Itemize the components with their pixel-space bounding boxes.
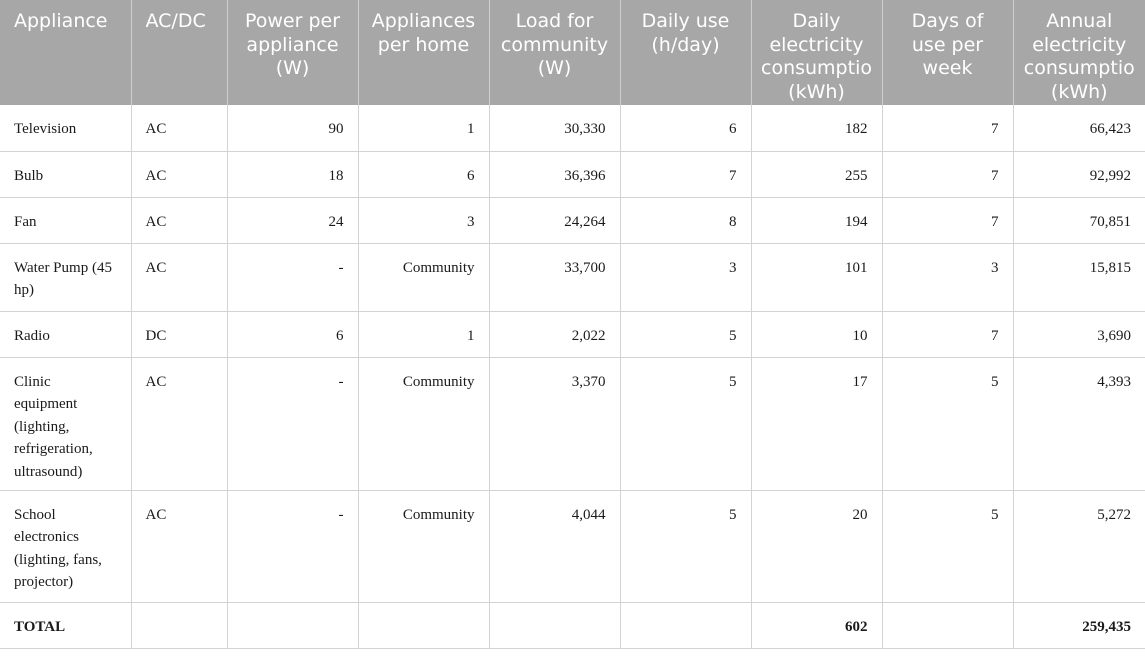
cell-ac-dc: AC <box>131 197 227 243</box>
cell-ac-dc: AC <box>131 357 227 490</box>
cell-ac-dc: DC <box>131 311 227 357</box>
cell-power: - <box>227 243 358 311</box>
table-header <box>0 0 1145 105</box>
cell-annual-consumption: 3,690 <box>1013 311 1145 357</box>
header-load-for-community: Load for community (W) <box>489 0 620 105</box>
total-cell-empty <box>131 602 227 648</box>
header-annual-consumption: Annual electricity consumptio (kWh) <box>1013 0 1145 105</box>
header-daily-consumption: Daily electricity consumptio (kWh) <box>751 0 882 105</box>
cell-ac-dc: AC <box>131 490 227 602</box>
cell-daily-use: 7 <box>620 151 751 197</box>
cell-per-home: Community <box>358 490 489 602</box>
cell-daily-consumption: 255 <box>751 151 882 197</box>
total-label: TOTAL <box>0 602 131 648</box>
cell-power: 90 <box>227 105 358 151</box>
cell-daily-use: 5 <box>620 357 751 490</box>
cell-load: 36,396 <box>489 151 620 197</box>
cell-ac-dc: AC <box>131 105 227 151</box>
cell-daily-use: 3 <box>620 243 751 311</box>
cell-annual-consumption: 66,423 <box>1013 105 1145 151</box>
cell-annual-consumption: 4,393 <box>1013 357 1145 490</box>
total-row <box>0 602 1145 648</box>
cell-daily-consumption: 194 <box>751 197 882 243</box>
cell-power: 18 <box>227 151 358 197</box>
cell-per-home: 1 <box>358 105 489 151</box>
cell-appliance: Radio <box>0 311 131 357</box>
total-cell-empty <box>358 602 489 648</box>
total-cell-empty <box>620 602 751 648</box>
cell-annual-consumption: 70,851 <box>1013 197 1145 243</box>
cell-load: 3,370 <box>489 357 620 490</box>
table-row <box>0 357 1145 490</box>
header-row <box>0 0 1145 105</box>
cell-annual-consumption: 92,992 <box>1013 151 1145 197</box>
cell-days-per-week: 3 <box>882 243 1013 311</box>
cell-appliance: Water Pump (45 hp) <box>0 243 131 311</box>
header-appliance: Appliance <box>0 0 131 105</box>
cell-ac-dc: AC <box>131 151 227 197</box>
cell-load: 24,264 <box>489 197 620 243</box>
cell-power: 24 <box>227 197 358 243</box>
header-power-per-appliance: Power per appliance (W) <box>227 0 358 105</box>
cell-annual-consumption: 5,272 <box>1013 490 1145 602</box>
cell-daily-consumption: 17 <box>751 357 882 490</box>
cell-days-per-week: 7 <box>882 197 1013 243</box>
header-daily-use: Daily use (h/day) <box>620 0 751 105</box>
cell-appliance: Fan <box>0 197 131 243</box>
cell-daily-consumption: 182 <box>751 105 882 151</box>
cell-days-per-week: 7 <box>882 151 1013 197</box>
cell-per-home: Community <box>358 243 489 311</box>
cell-per-home: 6 <box>358 151 489 197</box>
total-annual-consumption: 259,435 <box>1013 602 1145 648</box>
cell-power: - <box>227 490 358 602</box>
cell-days-per-week: 7 <box>882 311 1013 357</box>
table-body <box>0 105 1145 648</box>
total-cell-empty <box>882 602 1013 648</box>
table-row <box>0 151 1145 197</box>
table-row <box>0 105 1145 151</box>
cell-per-home: 1 <box>358 311 489 357</box>
cell-ac-dc: AC <box>131 243 227 311</box>
cell-daily-consumption: 101 <box>751 243 882 311</box>
total-cell-empty <box>227 602 358 648</box>
header-ac-dc: AC/DC <box>131 0 227 105</box>
header-appliances-per-home: Appliances per home <box>358 0 489 105</box>
cell-appliance: School electronics (lighting, fans, projector) <box>0 490 131 602</box>
cell-appliance: Clinic equipment (lighting, refrigeration, ultrasound) <box>0 357 131 490</box>
cell-annual-consumption: 15,815 <box>1013 243 1145 311</box>
cell-appliance: Bulb <box>0 151 131 197</box>
table-row <box>0 197 1145 243</box>
total-cell-empty <box>489 602 620 648</box>
cell-power: - <box>227 357 358 490</box>
cell-load: 33,700 <box>489 243 620 311</box>
table-row <box>0 311 1145 357</box>
cell-daily-use: 5 <box>620 311 751 357</box>
total-daily-consumption: 602 <box>751 602 882 648</box>
cell-load: 30,330 <box>489 105 620 151</box>
cell-power: 6 <box>227 311 358 357</box>
cell-days-per-week: 5 <box>882 357 1013 490</box>
cell-days-per-week: 7 <box>882 105 1013 151</box>
cell-daily-consumption: 20 <box>751 490 882 602</box>
cell-load: 4,044 <box>489 490 620 602</box>
cell-load: 2,022 <box>489 311 620 357</box>
header-days-per-week: Days of use per week <box>882 0 1013 105</box>
cell-per-home: Community <box>358 357 489 490</box>
cell-days-per-week: 5 <box>882 490 1013 602</box>
cell-appliance: Television <box>0 105 131 151</box>
cell-daily-use: 6 <box>620 105 751 151</box>
cell-daily-use: 5 <box>620 490 751 602</box>
cell-daily-consumption: 10 <box>751 311 882 357</box>
table-row <box>0 243 1145 311</box>
table-row <box>0 490 1145 602</box>
cell-per-home: 3 <box>358 197 489 243</box>
cell-daily-use: 8 <box>620 197 751 243</box>
